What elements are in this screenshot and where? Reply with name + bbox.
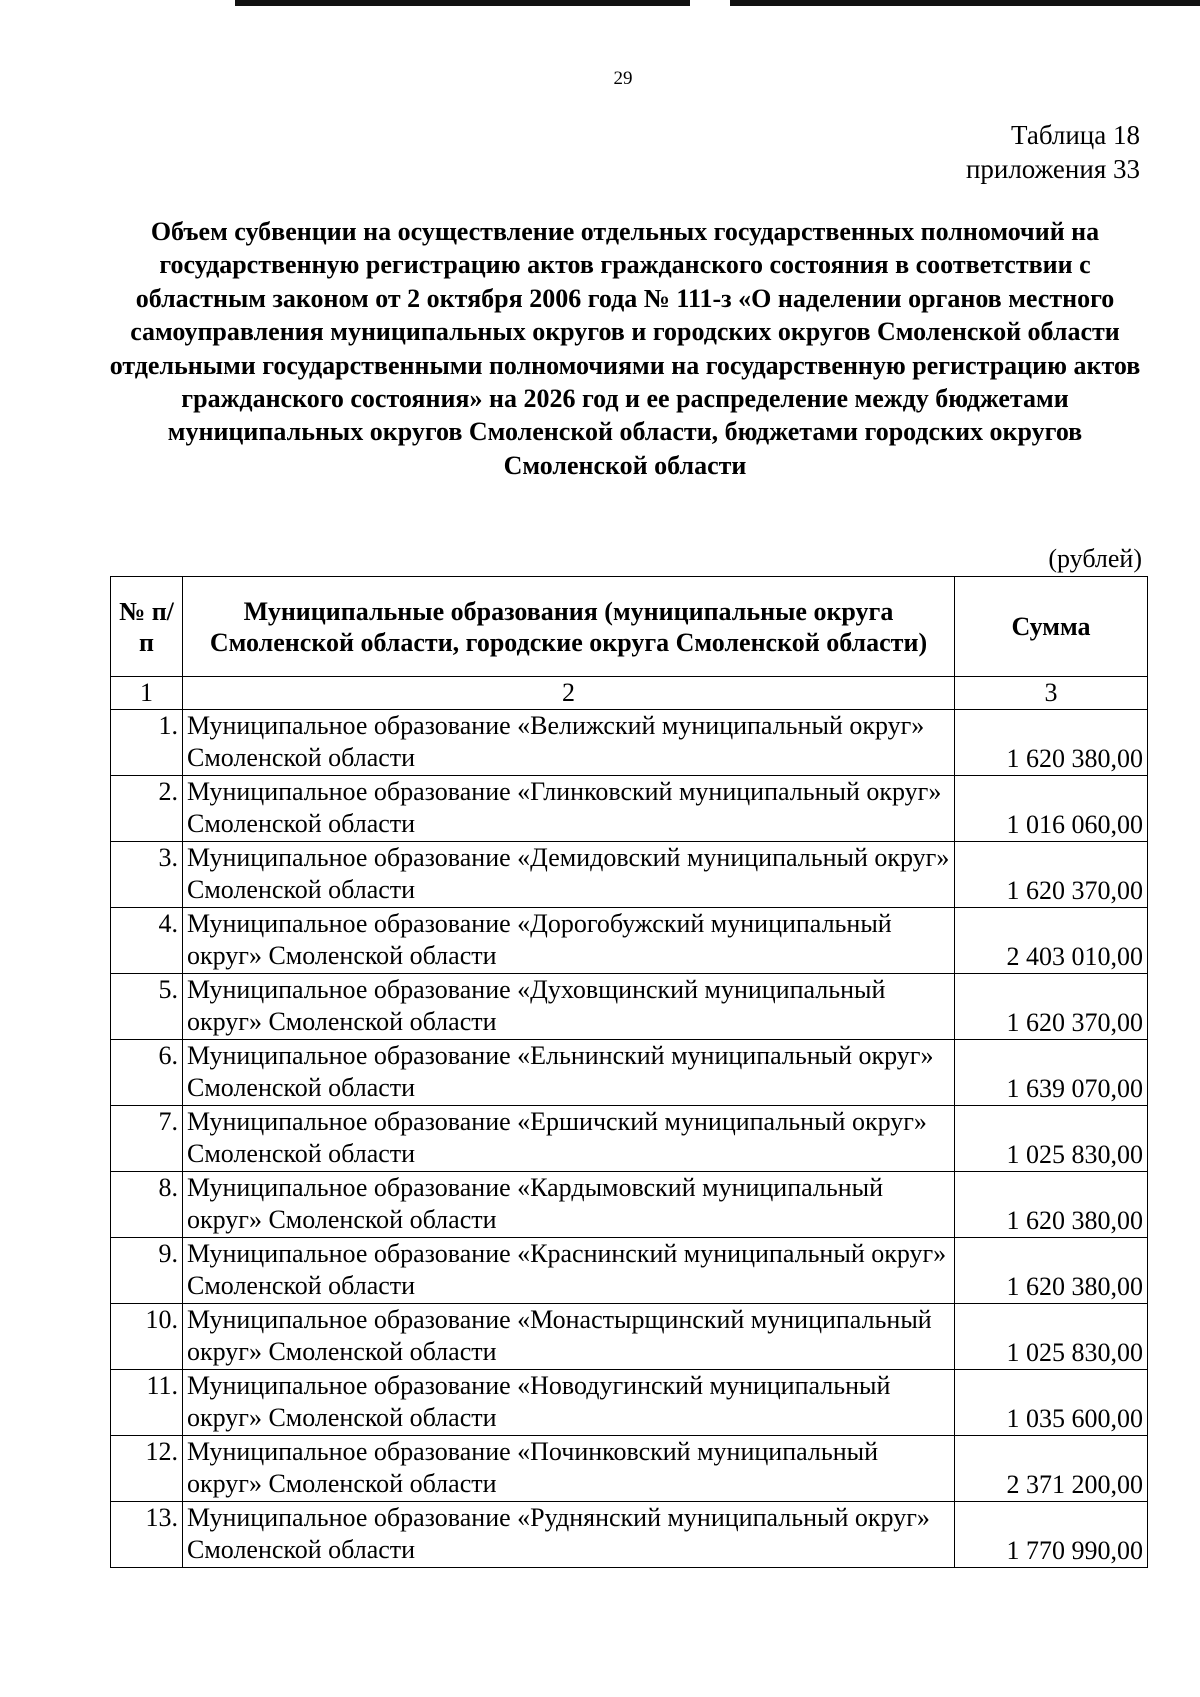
table-row — [111, 974, 1148, 1040]
row-number: 9. — [111, 1238, 183, 1304]
row-municipality-name: Муниципальное образование «Ельнинский муниципальный округ» Смоленской области — [183, 1040, 955, 1106]
table-row — [111, 1106, 1148, 1172]
row-municipality-name: Муниципальное образование «Велижский муниципальный округ» Смоленской области — [183, 710, 955, 776]
row-number: 7. — [111, 1106, 183, 1172]
table-row — [111, 1172, 1148, 1238]
row-sum: 1 620 370,00 — [955, 974, 1148, 1040]
unit-label: (рублей) — [1048, 544, 1142, 573]
row-municipality-name: Муниципальное образование «Монастырщинский муниципальный округ» Смоленской области — [183, 1304, 955, 1370]
table-row — [111, 842, 1148, 908]
row-sum: 1 639 070,00 — [955, 1040, 1148, 1106]
row-sum: 2 403 010,00 — [955, 908, 1148, 974]
row-number: 2. — [111, 776, 183, 842]
row-number: 11. — [111, 1370, 183, 1436]
row-number: 4. — [111, 908, 183, 974]
table-row — [111, 1502, 1148, 1568]
row-sum: 1 025 830,00 — [955, 1304, 1148, 1370]
row-sum: 1 035 600,00 — [955, 1370, 1148, 1436]
row-municipality-name: Муниципальное образование «Глинковский муниципальный округ» Смоленской области — [183, 776, 955, 842]
table-reference-line1: Таблица 18 — [1011, 120, 1140, 150]
page-number: 29 — [613, 68, 633, 89]
table-row — [111, 1436, 1148, 1502]
table-reference — [966, 118, 1140, 186]
table-row — [111, 1040, 1148, 1106]
row-sum: 1 025 830,00 — [955, 1106, 1148, 1172]
row-municipality-name: Муниципальное образование «Краснинский муниципальный округ» Смоленской области — [183, 1238, 955, 1304]
subvention-table — [110, 576, 1148, 1568]
row-municipality-name: Муниципальное образование «Ершичский муниципальный округ» Смоленской области — [183, 1106, 955, 1172]
table-row — [111, 710, 1148, 776]
row-municipality-name: Муниципальное образование «Кардымовский муниципальный округ» Смоленской области — [183, 1172, 955, 1238]
table-row — [111, 908, 1148, 974]
row-sum: 2 371 200,00 — [955, 1436, 1148, 1502]
row-number: 3. — [111, 842, 183, 908]
row-sum: 1 620 380,00 — [955, 1172, 1148, 1238]
column-number-2: 2 — [183, 677, 955, 710]
row-municipality-name: Муниципальное образование «Починковский муниципальный округ» Смоленской области — [183, 1436, 955, 1502]
header-name: Муниципальные образования (муниципальные округа Смоленской области, городские округа Смоленской области) — [183, 577, 955, 677]
row-sum: 1 016 060,00 — [955, 776, 1148, 842]
row-sum: 1 620 380,00 — [955, 1238, 1148, 1304]
table-row — [111, 1304, 1148, 1370]
row-sum: 1 620 370,00 — [955, 842, 1148, 908]
row-number: 6. — [111, 1040, 183, 1106]
row-number: 8. — [111, 1172, 183, 1238]
table-reference-line2: приложения 33 — [965, 154, 1140, 184]
row-sum: 1 620 380,00 — [955, 710, 1148, 776]
table-row — [111, 1238, 1148, 1304]
row-number: 10. — [111, 1304, 183, 1370]
row-municipality-name: Муниципальное образование «Демидовский муниципальный округ» Смоленской области — [183, 842, 955, 908]
column-number-3: 3 — [955, 677, 1148, 710]
scan-edge-gap — [690, 0, 730, 6]
row-municipality-name: Муниципальное образование «Новодугинский муниципальный округ» Смоленской области — [183, 1370, 955, 1436]
row-number: 12. — [111, 1436, 183, 1502]
row-municipality-name: Муниципальное образование «Духовщинский муниципальный округ» Смоленской области — [183, 974, 955, 1040]
table-header-row — [111, 577, 1148, 677]
row-municipality-name: Муниципальное образование «Дорогобужский муниципальный округ» Смоленской области — [183, 908, 955, 974]
row-number: 5. — [111, 974, 183, 1040]
row-municipality-name: Муниципальное образование «Руднянский муниципальный округ» Смоленской области — [183, 1502, 955, 1568]
table-row — [111, 776, 1148, 842]
column-number-1: 1 — [111, 677, 183, 710]
row-sum: 1 770 990,00 — [955, 1502, 1148, 1568]
header-sum: Сумма — [955, 577, 1148, 677]
table-row — [111, 1370, 1148, 1436]
row-number: 1. — [111, 710, 183, 776]
row-number: 13. — [111, 1502, 183, 1568]
document-title: Объем субвенции на осуществление отдельных государственных полномочий на государственную регистрацию актов гражданского состояния в соответствии с областным законом от 2 октября 2006 года № 111-з «О наделении органов местного самоуправления муниципальных округов и городских округов Смоленской области отдельными государственными полномочиями на государственную регистрацию актов гражданского состояния» на 2026 год и ее распределение между бюджетами муниципальных округов Смоленской области, бюджетами городских округов Смоленской области — [109, 217, 1141, 480]
column-numbers-row — [111, 677, 1148, 710]
header-num: № п/п — [111, 577, 183, 677]
